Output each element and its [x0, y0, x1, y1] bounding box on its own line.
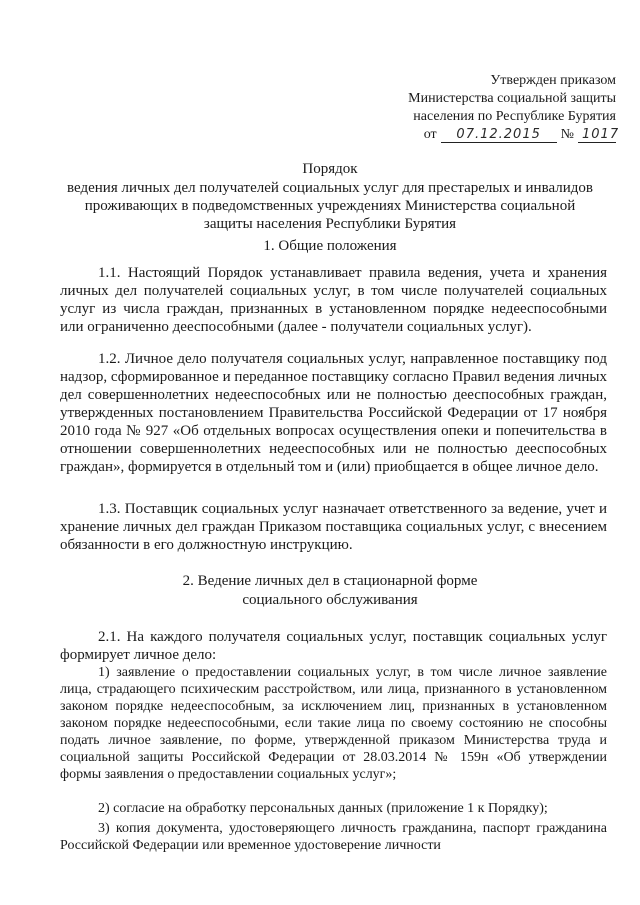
approval-line-3: населения по Республике Бурятия — [413, 109, 616, 124]
section-2-heading-line-1: 2. Ведение личных дел в стационарной форме — [182, 573, 478, 589]
list-item-1-text: 1) заявление о предоставлении социальных услуг, в том числе личное заявление лица, страдающего психическим расстройством, или лица, признанного в установленном законом порядке недееспособным, за исключением лиц, признанных в установленном законом порядке недееспособными, если такие лица по своему состоянию не способны подать личное заявление, по форме, утвержденной приказом Министерства труда и социальной защиты Российской Федерации от 28.03.2014 № 159н «Об утверждении формы заявления о предоставлении социальных услуг»; — [60, 665, 607, 782]
paragraph-2-1-text: 2.1. На каждого получателя социальных услуг, поставщик социальных услуг формирует личное дело: — [60, 629, 607, 663]
section-2-heading — [60, 572, 600, 610]
list-item-2-text: 2) согласие на обработку персональных данных (приложение 1 к Порядку); — [98, 801, 548, 816]
title-line-2: проживающих в подведомственных учреждениях Министерства социальной — [84, 198, 576, 214]
paragraph-1-1-text: 1.1. Настоящий Порядок устанавливает правила ведения, учета и хранения личных дел получателей социальных услуг, в том числе получателей социальных услуг из числа граждан, признанных в установленном порядке недееспособными или ограниченно дееспособными (далее - получатели социальных услуг). — [60, 265, 607, 335]
list-item-3 — [60, 820, 607, 854]
list-item-1 — [60, 664, 607, 783]
paragraph-1-3 — [60, 500, 607, 554]
approval-from-label: от — [423, 127, 437, 142]
approval-stamp — [400, 72, 620, 144]
document-title — [60, 160, 600, 255]
handwritten-number: 1017 — [578, 128, 616, 143]
approval-number-label: № — [560, 127, 574, 142]
paragraph-1-2-text: 1.2. Личное дело получателя социальных услуг, направленное поставщику под надзор, сформированное и переданное поставщику согласно Правил ведения личных дел совершеннолетних недееспособных или не полностью дееспособных граждан, утвержденных постановлением Правительства Российской Федерации от 17 ноября 2010 года № 927 «Об отдельных вопросах осуществления опеки и попечительства в отношении совершеннолетних недееспособных или не полностью дееспособных граждан», формируется в отдельный том и (или) приобщается в общее личное дело. — [60, 351, 607, 475]
list-item-2 — [60, 800, 607, 817]
handwritten-date: 07.12.2015 — [441, 128, 557, 143]
paragraph-2-1 — [60, 628, 607, 664]
approval-line-2: Министерства социальной защиты — [408, 91, 616, 106]
approval-line-1: Утвержден приказом — [490, 73, 616, 88]
title-line-1: ведения личных дел получателей социальных услуг для престарелых и инвалидов — [67, 180, 593, 196]
section-2-heading-line-2: социального обслуживания — [242, 592, 418, 608]
approval-date-line — [400, 126, 620, 144]
section-1-heading: 1. Общие положения — [263, 238, 397, 254]
paragraph-1-1 — [60, 264, 607, 336]
title-heading: Порядок — [302, 161, 358, 177]
title-line-3: защиты населения Республики Бурятия — [203, 216, 457, 232]
paragraph-1-3-text: 1.3. Поставщик социальных услуг назначает ответственного за ведение, учет и хранение личных дел граждан Приказом поставщика социальных услуг, с внесением обязанности в его должностную инструкцию. — [60, 501, 607, 553]
list-item-3-text: 3) копия документа, удостоверяющего личность гражданина, паспорт гражданина Российской Федерации или временное удостоверение личности — [60, 821, 607, 853]
paragraph-1-2 — [60, 350, 607, 476]
